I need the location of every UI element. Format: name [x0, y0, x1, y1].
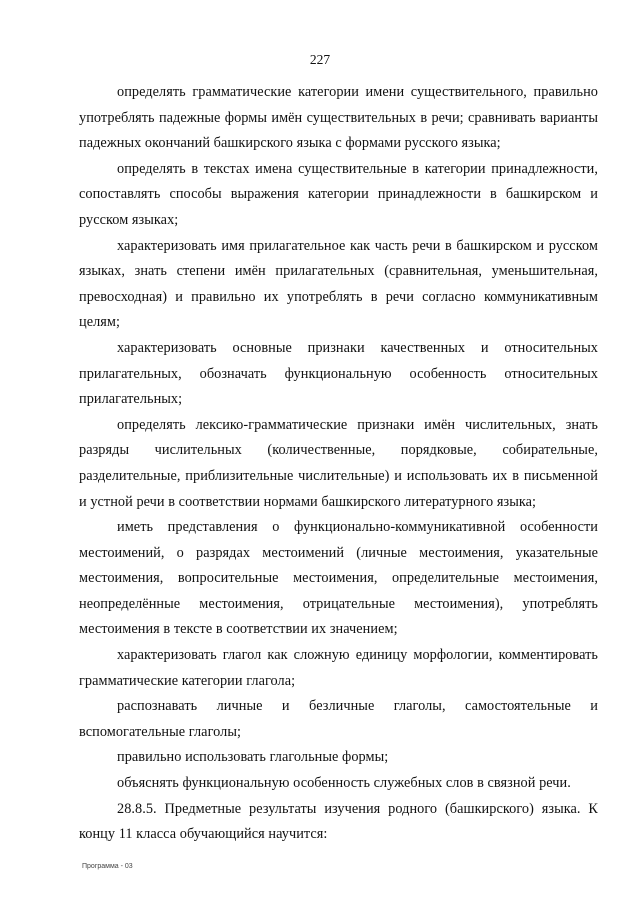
paragraph: характеризовать имя прилагательное как часть речи в башкирском и русском языках, знать степени имён прилагательных (сравнительная, уменьшительная, превосходная) и правильно их употреблять в речи согласно коммуникативным целям;: [79, 237, 598, 331]
page-number: 227: [309, 52, 331, 67]
paragraph: характеризовать глагол как сложную единицу морфологии, комментировать грамматические категории глагола;: [79, 647, 598, 689]
paragraph: характеризовать основные признаки качественных и относительных прилагательных, обозначать функциональную особенность относительных прилагательных;: [79, 339, 598, 408]
paragraph: правильно использовать глагольные формы;: [117, 749, 389, 766]
paragraph: распознавать личные и безличные глаголы, самостоятельные и вспомогательные глаголы;: [79, 698, 598, 740]
document-body: [79, 80, 598, 848]
paragraph: определять грамматические категории имени существительного, правильно употреблять падежные формы имён существительных в речи; сравнивать варианты падежных окончаний башкирского языка с формами русского языка;: [79, 84, 598, 152]
paragraph: определять лексико-грамматические признаки имён числительных, знать разряды числительных (количественные, порядковые, собирательные, разделительные, приблизительные числительные) и использовать их в письменной и устной речи в соответствии нормами башкирского литературного языка;: [79, 416, 598, 510]
paragraph: объяснять функциональную особенность служебных слов в связной речи.: [117, 775, 571, 792]
paragraph: иметь представления о функционально-коммуникативной особенности местоимений, о разрядах местоимений (личные местоимения, указательные местоимения, вопросительные местоимения, определительные местоимения, неопределённые местоимения, отрицательные местоимения), употреблять местоимения в тексте в соответствии их значением;: [79, 519, 598, 638]
section-heading-paragraph: 28.8.5. Предметные результаты изучения родного (башкирского) языка. К концу 11 класса обучающийся научится:: [79, 800, 598, 843]
paragraph: определять в текстах имена существительные в категории принадлежности, сопоставлять способы выражения категории принадлежности в башкирском и русском языках;: [79, 160, 598, 228]
footer-label: Программа - 03: [82, 863, 133, 870]
